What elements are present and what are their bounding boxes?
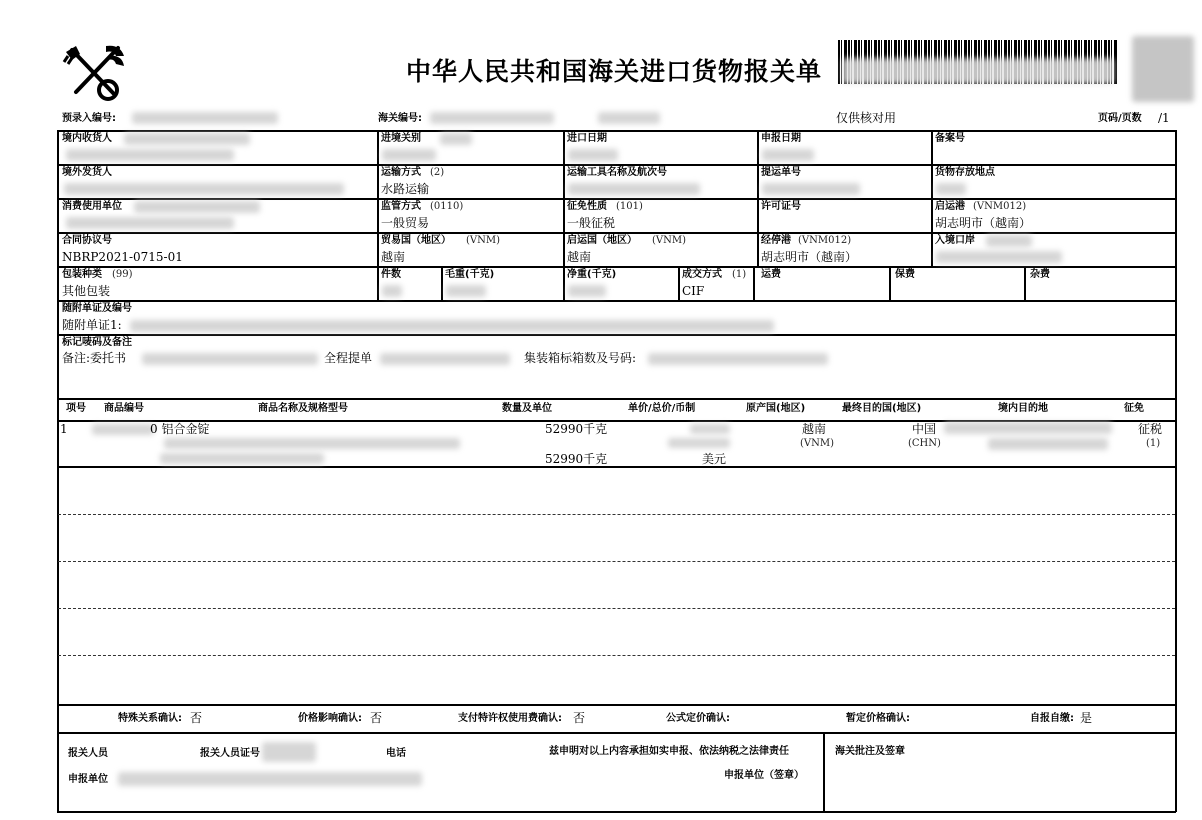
provisional-price-label: 暂定价格确认: <box>846 713 910 724</box>
levy-nature-label: 征免性质 <box>567 201 607 212</box>
preentry-label: 预录入编号: <box>62 113 116 124</box>
record-no-label: 备案号 <box>935 133 965 144</box>
customs-note-label: 海关批注及签章 <box>835 746 905 757</box>
col-goods-name: 商品名称及规格型号 <box>258 403 348 414</box>
supervision-label: 监管方式 <box>381 201 421 212</box>
col-price: 单价/总价/币制 <box>628 403 696 414</box>
special-relation-value: 否 <box>190 711 203 725</box>
goods-item-name: 0 铝合金锭 <box>150 422 210 436</box>
entry-port-label-2: 入境口岸 <box>935 235 975 246</box>
gross-weight-label: 毛重(千克) <box>445 269 495 280</box>
pieces-label: 件数 <box>381 269 401 280</box>
supervision-code: (0110) <box>430 201 464 212</box>
contract-value: NBRP2021-0715-01 <box>62 250 183 264</box>
goods-item-levy: 征税 <box>1138 422 1163 436</box>
col-domestic-dest: 境内目的地 <box>998 403 1048 414</box>
contract-label: 合同协议号 <box>62 235 112 246</box>
package-label: 包装种类 <box>62 269 102 280</box>
declaring-unit-label: 申报单位 <box>68 774 108 785</box>
special-relation-label: 特殊关系确认: <box>118 713 182 724</box>
net-weight-label: 净重(千克) <box>567 269 617 280</box>
package-code: (99) <box>112 269 133 280</box>
col-levy: 征免 <box>1124 403 1144 414</box>
self-pay-label: 自报自缴: <box>1030 713 1074 724</box>
col-item-no: 项号 <box>66 403 86 414</box>
deal-method-value: CIF <box>682 284 705 298</box>
col-origin: 原产国(地区) <box>746 403 806 414</box>
levy-nature-value: 一般征税 <box>567 216 616 230</box>
col-final-dest: 最终目的国(地区) <box>842 403 922 414</box>
supervision-value: 一般贸易 <box>381 216 430 230</box>
deal-method-label: 成交方式 <box>682 269 722 280</box>
goods-item-final-dest: 中国 <box>912 422 937 436</box>
customs-no-label: 海关编号: <box>378 113 422 124</box>
transport-label: 运输方式 <box>381 167 421 178</box>
bl-label: 提运单号 <box>761 167 801 178</box>
license-label: 许可证号 <box>761 201 801 212</box>
transit-port-value: 胡志明市（越南） <box>761 250 858 264</box>
broker-cert-label: 报关人员证号 <box>200 748 260 759</box>
departure-port-code: (VNM012) <box>973 201 1027 212</box>
storage-label: 货物存放地点 <box>935 167 995 178</box>
goods-item-origin: 越南 <box>802 422 827 436</box>
declare-date-label: 申报日期 <box>761 133 801 144</box>
container-label: 集装箱标箱数及号码: <box>524 351 637 365</box>
document-title: 中华人民共和国海关进口货物报关单 <box>406 57 823 86</box>
transit-port-code: (VNM012) <box>798 235 852 246</box>
page-value: /1 <box>1158 111 1170 125</box>
consignee-label: 境内收货人 <box>62 133 112 144</box>
vessel-label: 运输工具名称及航次号 <box>567 167 667 178</box>
remark-prefix: 备注:委托书 <box>62 351 127 365</box>
goods-item-final-dest-code: (CHN) <box>908 438 941 449</box>
goods-item-currency: 美元 <box>702 452 727 466</box>
marks-label: 标记唛码及备注 <box>62 337 132 348</box>
package-value: 其他包装 <box>62 284 111 298</box>
origin-country-value: 越南 <box>567 250 592 264</box>
attached-docs-value: 随附单证1: <box>62 318 122 332</box>
price-impact-value: 否 <box>370 711 383 725</box>
broker-label: 报关人员 <box>68 748 108 759</box>
origin-country-label: 启运国（地区） <box>567 235 637 246</box>
goods-item-levy-code: (1) <box>1146 438 1161 449</box>
trade-country-label: 贸易国（地区） <box>381 235 451 246</box>
phone-label: 电话 <box>386 748 406 759</box>
deal-method-code: (1) <box>732 269 747 280</box>
trade-country-value: 越南 <box>381 250 406 264</box>
misc-fee-label: 杂费 <box>1030 269 1050 280</box>
origin-country-code: (VNM) <box>652 235 687 246</box>
transport-code: (2) <box>430 167 445 178</box>
declaration-text: 兹申明对以上内容承担如实申报、依法纳税之法律责任 <box>549 746 789 757</box>
goods-item-qty2: 52990千克 <box>545 452 608 466</box>
col-qty-unit: 数量及单位 <box>502 403 552 414</box>
departure-port-label: 启运港 <box>935 201 965 212</box>
royalty-label: 支付特许权使用费确认: <box>458 713 562 724</box>
page-label: 页码/页数 <box>1098 113 1142 124</box>
verify-note: 仅供核对用 <box>836 111 897 125</box>
transport-value: 水路运输 <box>381 182 430 196</box>
price-impact-label: 价格影响确认: <box>298 713 362 724</box>
transit-port-label: 经停港 <box>761 235 791 246</box>
insurance-label: 保费 <box>895 269 915 280</box>
full-bl-label: 全程提单 <box>324 351 373 365</box>
goods-item-origin-code: (VNM) <box>800 438 835 449</box>
royalty-value: 否 <box>573 711 586 725</box>
attached-docs-label: 随附单证及编号 <box>62 303 132 314</box>
declaring-unit-seal-label: 申报单位（签章） <box>724 770 804 781</box>
formula-price-label: 公式定价确认: <box>666 713 730 724</box>
self-pay-value: 是 <box>1080 711 1093 725</box>
col-goods-code: 商品编号 <box>104 403 144 414</box>
import-date-label: 进口日期 <box>567 133 607 144</box>
shipper-label: 境外发货人 <box>62 167 112 178</box>
departure-port-value: 胡志明市（越南） <box>935 216 1032 230</box>
goods-item-qty1: 52990千克 <box>545 422 608 436</box>
levy-nature-code: (101) <box>616 201 643 212</box>
consumer-label: 消费使用单位 <box>62 201 122 212</box>
freight-label: 运费 <box>761 269 781 280</box>
entry-port-label: 进境关别 <box>381 133 421 144</box>
goods-item-no: 1 <box>60 422 68 436</box>
trade-country-code: (VNM) <box>466 235 501 246</box>
customs-emblem-icon <box>62 42 128 104</box>
